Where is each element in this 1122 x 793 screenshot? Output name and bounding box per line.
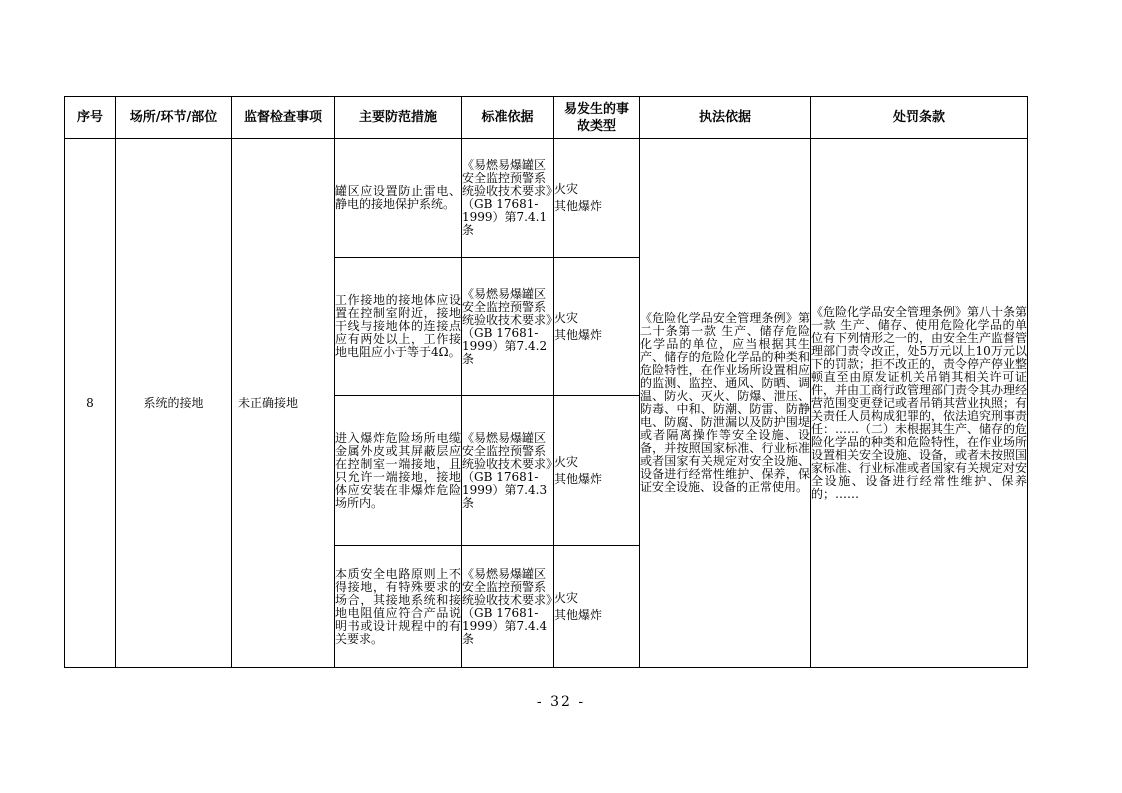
row-number: 8 — [65, 139, 116, 668]
standard-cell: 《易燃易爆罐区安全监控预警系统验收技术要求》（GB 17681-1999）第7.4.3条 — [462, 396, 554, 546]
accident-type-cell: 火灾 其他爆炸 — [554, 139, 640, 258]
penalty-cell: 《危险化学品安全管理条例》第八十条第一款 生产、储存、使用危险化学品的单位有下列情形之一的，由安全生产监督管理部门责令改正，处5万元以上10万元以下的罚款；拒不改正的，责令停产停业整顿直至由原发证机关吊销其相关许可证件，并由工商行政管理部门责令其办理经营范围变更登记或者吊销其营业执照；有关责任人员构成犯罪的，依法追究刑事责任：……（二）未根据其生产、储存的危险化学品的种类和危险特性，在作业场所设置相关安全设施、设备，或者未按照国家标准、行业标准或者国家有关规定对安全设施、设备进行经常性维护、保养的；…… — [811, 139, 1028, 668]
measure-cell: 本质安全电路原则上不得接地，有特殊要求的场合，其接地系统和接地电阻值应符合产品说明书或设计规程中的有关要求。 — [335, 546, 462, 668]
measure-cell: 罐区应设置防止雷电、静电的接地保护系统。 — [335, 139, 462, 258]
measure-cell: 工作接地的接地体应设置在控制室附近，接地干线与接地体的连接点应有两处以上，工作接地电阻应小于等于4Ω。 — [335, 258, 462, 396]
page-number: - 32 - — [536, 694, 586, 710]
accident-type-cell: 火灾 其他爆炸 — [554, 258, 640, 396]
header-number: 序号 — [65, 97, 116, 139]
row-location: 系统的接地 — [116, 139, 232, 668]
measure-cell: 进入爆炸危险场所电缆金属外皮或其屏蔽层应在控制室一端接地，且只允许一端接地，接地体应安装在非爆炸危险场所内。 — [335, 396, 462, 546]
header-measures: 主要防范措施 — [335, 97, 462, 139]
law-basis-cell: 《危险化学品安全管理条例》第二十条第一款 生产、储存危险化学品的单位，应当根据其生产、储存的危险化学品的种类和危险特性，在作业场所设置相应的监测、监控、通风、防晒、调温、防火、灭火、防爆、泄压、防毒、中和、防潮、防雷、防静电、防腐、防泄漏以及防护围堤或者隔离操作等安全设施、设备，并按照国家标准、行业标准或者国家有关规定对安全设施、设备进行经常性维护、保养，保证安全设施、设备的正常使用。 — [640, 139, 811, 668]
standard-cell: 《易燃易爆罐区安全监控预警系统验收技术要求》（GB 17681-1999）第7.4.2条 — [462, 258, 554, 396]
header-standard: 标准依据 — [462, 97, 554, 139]
header-law-basis: 执法依据 — [640, 97, 811, 139]
row-inspection-item: 未正确接地 — [232, 139, 335, 668]
accident-type-cell: 火灾 其他爆炸 — [554, 396, 640, 546]
standard-cell: 《易燃易爆罐区安全监控预警系统验收技术要求》（GB 17681-1999）第7.4.1条 — [462, 139, 554, 258]
table-row — [65, 139, 1028, 258]
regulation-table — [64, 96, 1028, 668]
header-inspection-item: 监督检查事项 — [232, 97, 335, 139]
header-penalty: 处罚条款 — [811, 97, 1028, 139]
header-row — [65, 97, 1028, 139]
header-accident-type: 易发生的事故类型 — [554, 97, 640, 139]
standard-cell: 《易燃易爆罐区安全监控预警系统验收技术要求》（GB 17681-1999）第7.4.4条 — [462, 546, 554, 668]
header-location: 场所/环节/部位 — [116, 97, 232, 139]
accident-type-cell: 火灾 其他爆炸 — [554, 546, 640, 668]
